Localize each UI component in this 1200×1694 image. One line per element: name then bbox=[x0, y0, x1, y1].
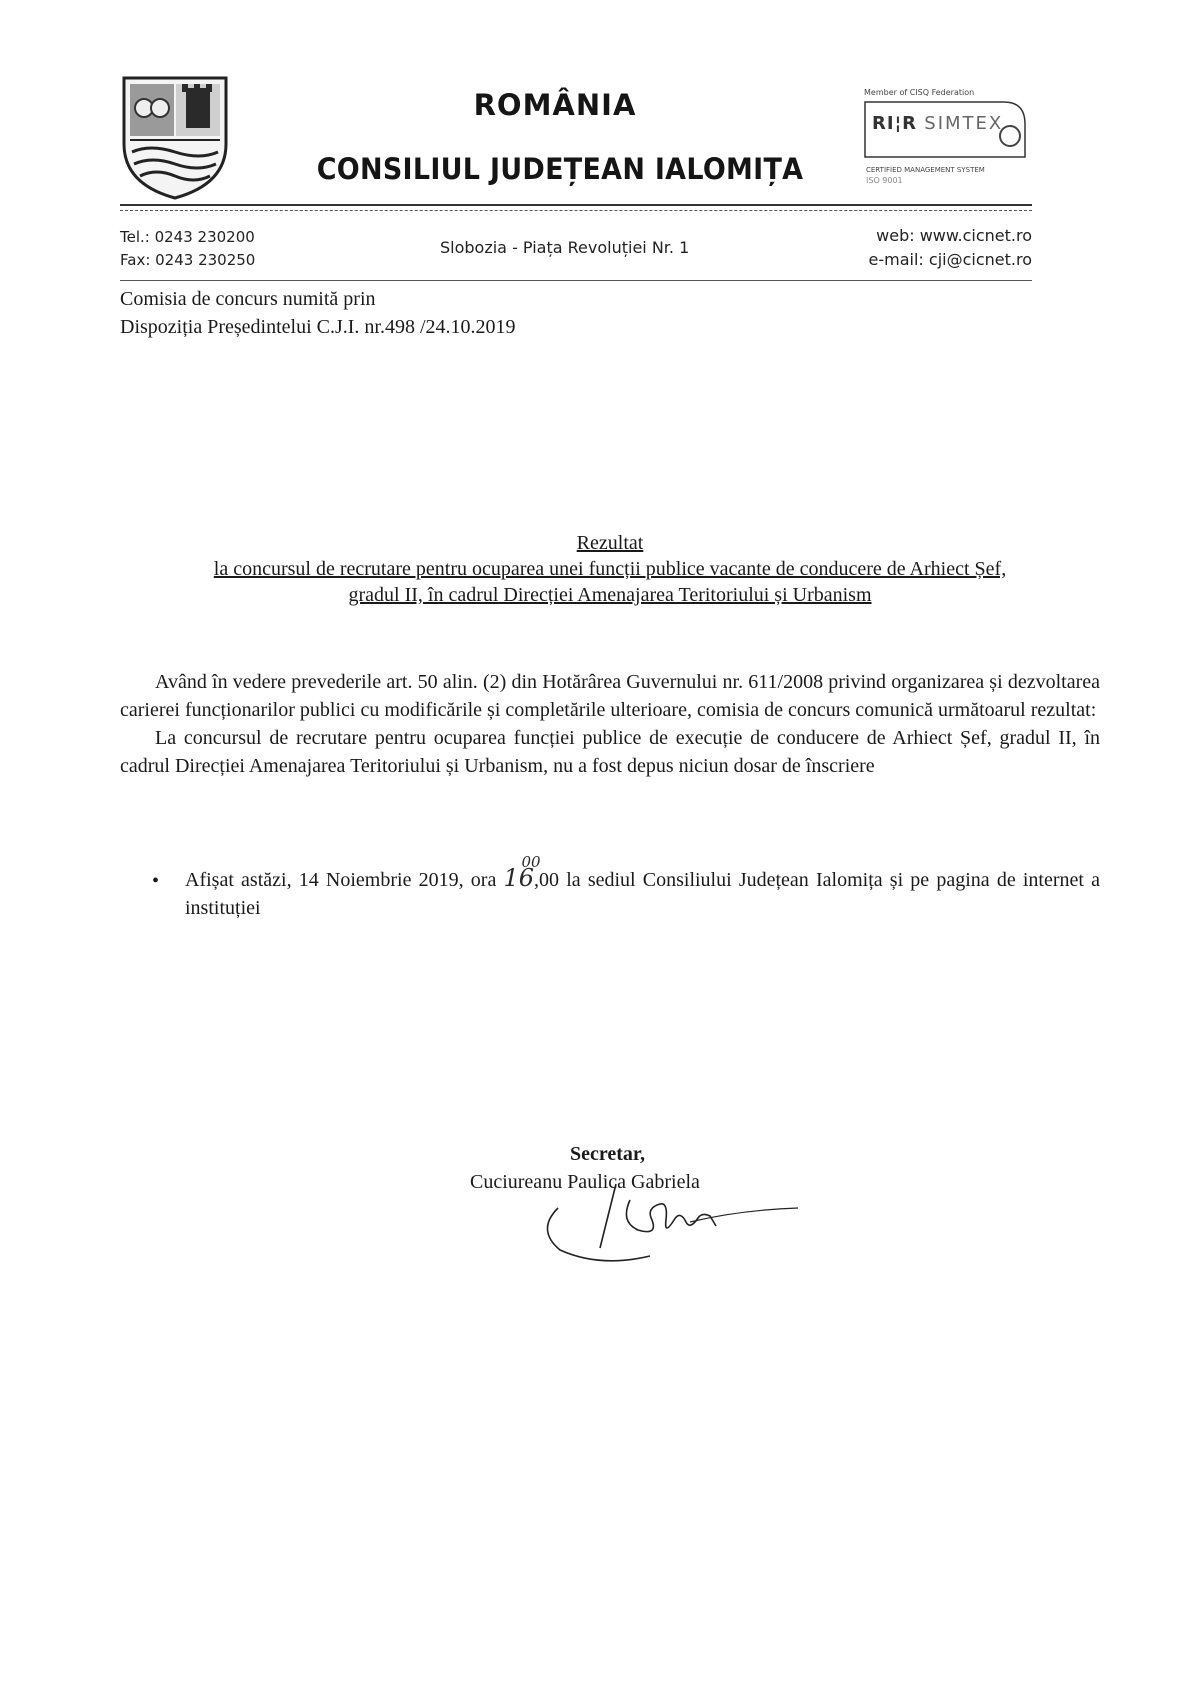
cert-brand: RI¦R SIMTEX bbox=[872, 113, 1004, 134]
cert-member-text: Member of CISQ Federation bbox=[864, 88, 975, 97]
commission-reference bbox=[120, 285, 516, 341]
email: e-mail: cji@cicnet.ro bbox=[868, 250, 1032, 269]
posting-notice: Afișat astăzi, 14 Noiembrie 2019, ora 16 00 ,00 la sediul Consiliului Județean Ialomița și pe pagina de internet a instituției bbox=[185, 853, 1101, 919]
result-subtitle-line-1: la concursul de recrutare pentru ocuparea unei funcții publice vacante de conducere de Arhiect Șef, bbox=[213, 558, 1007, 580]
contact-divider bbox=[120, 280, 1032, 281]
body-text bbox=[120, 668, 1100, 780]
handwritten-time: 16 00 bbox=[503, 853, 541, 892]
header-divider-dotted bbox=[120, 210, 1032, 211]
cert-iso-text: ISO 9001 bbox=[866, 176, 903, 185]
result-heading: Rezultat bbox=[576, 532, 644, 554]
website: web: www.cicnet.ro bbox=[876, 226, 1032, 245]
commission-line-1: Comisia de concurs numită prin bbox=[120, 288, 376, 310]
paragraph-legal-basis: Având în vedere prevederile art. 50 alin. (2) din Hotărârea Guvernului nr. 611/2008 privind organizarea și dezvoltarea carierei funcționarilor publici cu modificările și completările ulterioare, comisia de concurs comunică următoarul rezultat: bbox=[120, 671, 1100, 721]
certification-logo bbox=[862, 84, 1034, 196]
result-subtitle-line-2: gradul II, în cadrul Direcției Amenajarea Teritoriului și Urbanism bbox=[348, 584, 872, 606]
county-coat-of-arms bbox=[120, 74, 230, 202]
handwritten-signature bbox=[540, 1170, 800, 1270]
address: Slobozia - Piața Revoluției Nr. 1 bbox=[440, 238, 690, 257]
institution-title: CONSILIUL JUDEȚEAN IALOMIȚA bbox=[316, 152, 804, 186]
paragraph-result: La concursul de recrutare pentru ocuparea funcției publice de execuție de conducere de Arhiect Șef, gradul II, în cadrul Direcției Amenajarea Teritoriului și Urbanism, nu a fost depus niciun dosar de înscriere bbox=[120, 727, 1100, 777]
fax-number: Fax: 0243 230250 bbox=[120, 251, 256, 269]
bullet-icon: • bbox=[152, 870, 160, 892]
signatory-name: Cuciureanu Paulica Gabriela bbox=[470, 1171, 700, 1193]
signatory-title: Secretar, bbox=[570, 1143, 645, 1165]
commission-line-2: Dispoziția Președintelui C.J.I. nr.498 /24.10.2019 bbox=[120, 316, 516, 338]
country-title: ROMÂNIA bbox=[473, 88, 637, 122]
header-divider bbox=[120, 204, 1032, 206]
phone-number: Tel.: 0243 230200 bbox=[120, 228, 255, 246]
cert-system-text: CERTIFIED MANAGEMENT SYSTEM bbox=[866, 166, 985, 174]
